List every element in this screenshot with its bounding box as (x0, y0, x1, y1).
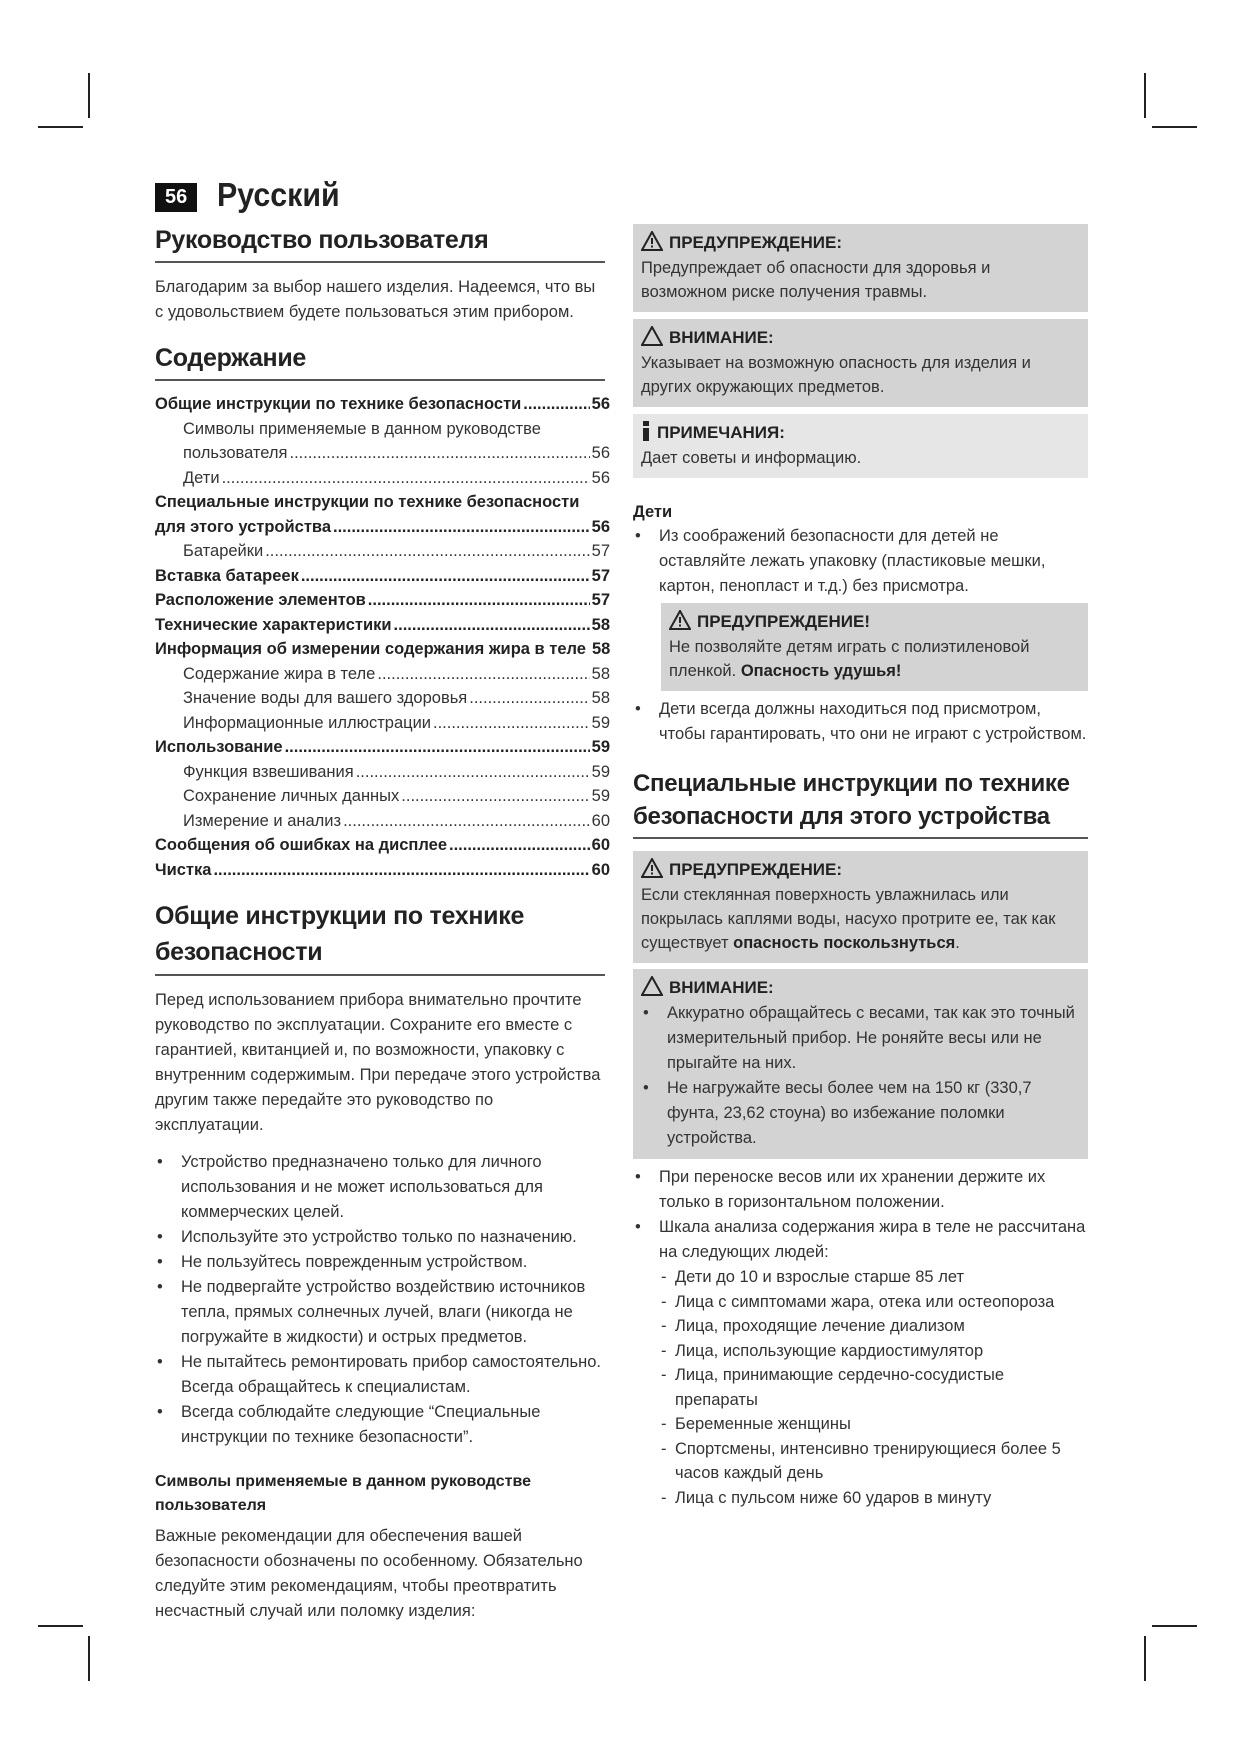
list-item: • Шкала анализа содержания жира в теле не рассчитана на следующих людей: (633, 1215, 1088, 1265)
crop-mark (1144, 73, 1146, 118)
warning-notice-text: Предупреждает об опасности для здоровья и возможном риске получения травмы. (641, 259, 991, 301)
toc-entry[interactable]: Расположение элементов ..... 57 (155, 588, 610, 613)
note-notice-text: Дает советы и информацию. (641, 449, 862, 467)
toc-entry[interactable]: Информационные иллюстрации ..... 59 (155, 711, 610, 736)
caution-notice-box (633, 319, 1088, 407)
list-item: - Лица с симптомами жара, отека или остеопороза (633, 1290, 1088, 1315)
list-item: • Используйте это устройство только по назначению. (155, 1225, 605, 1250)
toc-entry[interactable]: Технические характеристики ..... 58 (155, 613, 610, 638)
toc-entry[interactable]: пользователя ..... 56 (155, 441, 610, 466)
list-item: • Устройство предназначено только для личного использования и не может использоваться для коммерческих целей. (155, 1150, 605, 1225)
warning-triangle-icon (669, 610, 691, 630)
toc-entry[interactable]: Чистка ..... 60 (155, 858, 610, 883)
crop-mark (1152, 1625, 1197, 1627)
list-item: • Аккуратно обращайтесь с весами, так как это точный измерительный прибор. Не роняйте весы или не прыгайте на них. (641, 1001, 1080, 1076)
warning-notice-title: ПРЕДУПРЕЖДЕНИЕ: (669, 233, 842, 252)
toc-entry[interactable]: Сохранение личных данных ..... 59 (155, 784, 610, 809)
crop-mark (1144, 1636, 1146, 1681)
caution-triangle-icon (641, 976, 663, 996)
warning-triangle-icon (641, 231, 663, 251)
children-list (633, 524, 1088, 599)
toc-entry[interactable]: Сообщения об ошибках на дисплее ..... 60 (155, 833, 610, 858)
list-item: - Лица, использующие кардиостимулятор (633, 1339, 1088, 1364)
list-item: - Лица с пульсом ниже 60 ударов в минуту (633, 1486, 1088, 1511)
caution-triangle-icon (641, 326, 663, 346)
toc-entry[interactable]: Функция взвешивания ..... 59 (155, 760, 610, 785)
special-warning-box (633, 851, 1088, 963)
children-warning-text: Не позволяйте детям играть с полиэтиленовой пленкой. (669, 638, 1030, 680)
list-item: - Лица, проходящие лечение диализом (633, 1314, 1088, 1339)
list-item: • Не нагружайте весы более чем на 150 кг (330,7 фунта, 23,62 стоуна) во избежание поломки устройства. (641, 1076, 1080, 1151)
list-item: - Дети до 10 и взрослые старше 85 лет (633, 1265, 1088, 1290)
general-safety-list (155, 1150, 605, 1450)
list-item: • Не пользуйтесь поврежденным устройством. (155, 1250, 605, 1275)
children-list-2 (633, 697, 1088, 747)
children-heading: Дети (633, 503, 673, 521)
special-caution-box (633, 969, 1088, 1159)
special-warning-title: ПРЕДУПРЕЖДЕНИЕ: (669, 860, 842, 879)
toc-entry[interactable]: Вставка батареек ..... 57 (155, 564, 610, 589)
toc-entry[interactable]: Общие инструкции по технике безопасности ..... 56 (155, 392, 610, 417)
language-title: Русский (217, 176, 340, 213)
special-caution-list (641, 1001, 1080, 1151)
list-item: • При переноске весов или их хранении держите их только в горизонтальном положении. (633, 1165, 1088, 1215)
toc-entry[interactable]: Содержание жира в теле ..... 58 (155, 662, 610, 687)
info-icon (641, 421, 651, 441)
list-item: • Всегда соблюдайте следующие “Специальные инструкции по технике безопасности”. (155, 1400, 605, 1450)
crop-mark (1152, 126, 1197, 128)
crop-mark (38, 1625, 83, 1627)
symbols-heading: Символы применяемые в данном руководстве пользователя (155, 1473, 531, 1514)
crop-mark (38, 126, 83, 128)
crop-mark (88, 73, 90, 118)
children-warning-bold: Опасность удушья! (740, 662, 902, 680)
toc-entry[interactable]: Дети ..... 56 (155, 466, 610, 491)
special-warning-bold: опасность поскользнуться (733, 934, 956, 952)
toc-entry[interactable]: Информация об измерении содержания жира в теле 58 (155, 640, 611, 658)
list-item: • Не подвергайте устройство воздействию источников тепла, прямых солнечных лучей, влаги (никогда не погружайте в жидкости) и острых предметов. (155, 1275, 605, 1350)
toc-heading: Содержание (155, 344, 605, 381)
list-item: - Лица, принимающие сердечно-сосудистые препараты (633, 1363, 1088, 1412)
page-number: 56 (155, 183, 197, 212)
caution-notice-text: Указывает на возможную опасность для изделия и других окружающих предметов. (641, 354, 1031, 396)
warning-triangle-icon (641, 858, 663, 878)
special-dash-list (633, 1265, 1088, 1510)
toc-entry-symbols-line[interactable]: Символы применяемые в данном руководстве (183, 419, 541, 438)
note-notice-title: ПРИМЕЧАНИЯ: (657, 423, 785, 442)
toc-entry-special-line[interactable]: Специальные инструкции по технике безопасности (155, 493, 580, 511)
user-manual-heading: Руководство пользователя (155, 226, 605, 263)
special-caution-title: ВНИМАНИЕ: (669, 978, 774, 997)
list-item: - Спортсмены, интенсивно тренирующиеся более 5 часов каждый день (633, 1437, 1088, 1486)
children-warning-title: ПРЕДУПРЕЖДЕНИЕ! (697, 612, 870, 631)
toc-entry[interactable]: Измерение и анализ ..... 60 (155, 809, 610, 834)
note-notice-box (633, 414, 1088, 478)
list-item: - Беременные женщины (633, 1412, 1088, 1437)
toc-entry[interactable]: Батарейки ..... 57 (155, 539, 610, 564)
crop-mark (88, 1636, 90, 1681)
toc-entry[interactable]: Значение воды для вашего здоровья ..... 58 (155, 686, 610, 711)
special-safety-heading: Специальные инструкции по технике безопасности для этого устройства (633, 767, 1088, 839)
special-warning-end: . (955, 934, 960, 952)
warning-notice-box (633, 224, 1088, 312)
special-list (633, 1165, 1088, 1265)
list-item: • Из соображений безопасности для детей не оставляйте лежать упаковку (пластиковые мешки, картон, пенопласт и т.д.) без присмотра. (633, 524, 1088, 599)
intro-text: Благодарим за выбор нашего изделия. Надеемся, что вы с удовольствием будете пользоваться этим прибором. (155, 278, 596, 321)
general-safety-text: Перед использованием прибора внимательно прочтите руководство по эксплуатации. Сохраните его вместе с гарантией, квитанцией и, по возможности, упаковку с внутренним содержимым. При передаче этого устройства другим также передайте это руководство по эксплуатации. (155, 991, 601, 1134)
caution-notice-title: ВНИМАНИЕ: (669, 328, 774, 347)
general-safety-heading: Общие инструкции по технике безопасности (155, 898, 605, 976)
list-item: • Дети всегда должны находиться под присмотром, чтобы гарантировать, что они не играют с устройством. (633, 697, 1088, 747)
toc (155, 392, 610, 882)
toc-entry[interactable]: для этого устройства ..... 56 (155, 515, 610, 540)
list-item: • Не пытайтесь ремонтировать прибор самостоятельно. Всегда обращайтесь к специалистам. (155, 1350, 605, 1400)
special-warning-text: Если стеклянная поверхность увлажнилась или покрылась каплями воды, насухо протрите ее, так как существует (641, 886, 1056, 952)
toc-entry[interactable]: Использование ..... 59 (155, 735, 610, 760)
symbols-text: Важные рекомендации для обеспечения вашей безопасности обозначены по особенному. Обязательно следуйте этим рекомендациям, чтобы преотвратить несчастный случай или поломку изделия: (155, 1527, 583, 1620)
children-warning-box (661, 603, 1088, 691)
